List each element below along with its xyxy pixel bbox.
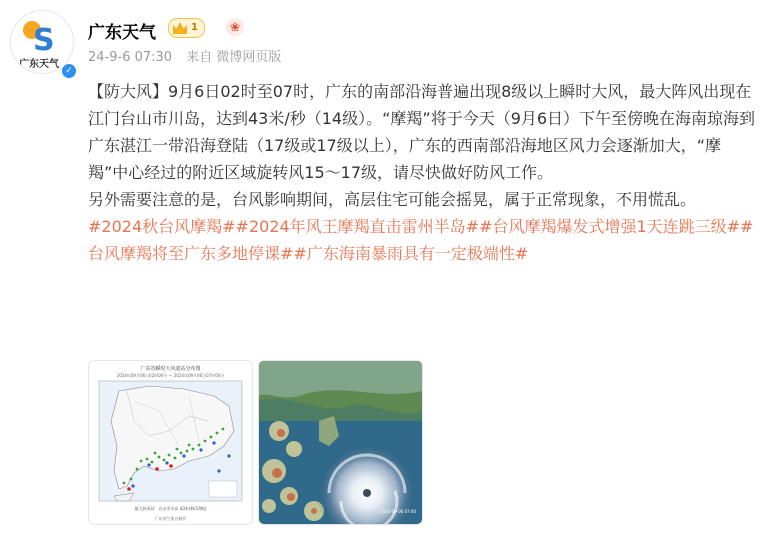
map-title: 广东省瞬时大风逐站分布图 [140, 366, 201, 372]
satellite-image[interactable] [258, 360, 423, 525]
post-content [88, 78, 758, 267]
wind-map-image[interactable] [88, 360, 253, 525]
post-topics[interactable]: #2024秋台风摩羯##2024年风王摩羯直击雷州半岛##台风摩羯爆发式增强1天连跳三级##台风摩羯将至广东多地停课##广东海南暴雨具有一定极端性# [88, 217, 754, 263]
level-badge[interactable] [168, 18, 205, 38]
level-number: 1 [191, 22, 198, 33]
post-paragraph-2: 另外需要注意的是，台风影响期间，高层住宅可能会摇晃，属于正常现象，不用慌乱。 [88, 190, 697, 209]
satellite-timestamp: 2024-09-06 07:00 [379, 509, 416, 514]
verified-icon: ✓ [60, 62, 78, 80]
post-source: 来自 微博网页版 [186, 50, 282, 65]
map-footer: 广东省气象台制作 [154, 516, 187, 521]
post-meta [88, 46, 291, 65]
avatar[interactable] [10, 10, 74, 74]
post-time[interactable]: 24-9-6 07:30 [88, 50, 173, 65]
avatar-label: 广东天气 [19, 59, 59, 70]
username[interactable]: 广东天气 [88, 23, 156, 43]
logo-s-icon: S [33, 23, 55, 58]
post-paragraph-1: 【防大风】9月6日02时至07时，广东的南部沿海普遍出现8级以上瞬时大风，最大阵风出现在江门台山市川岛，达到43米/秒（14级）。“摩羯”将于今天（9月6日）下午至傍晚在海南琼海到广东湛江一带沿海登陆（17级或17级以上），广东的西南部沿海地区风力会逐渐加大，“摩羯”中心经过的附近区域旋转风15～17级，请尽快做好防风工作。 [88, 82, 756, 182]
crown-icon [173, 22, 187, 34]
satellite-graphic [259, 361, 422, 524]
map-graphic [89, 361, 252, 524]
map-subtitle: 2024年09月06日02时00分 — 2024年09月06日07时00分 [116, 373, 225, 378]
weibo-badge-icon[interactable]: ❀ [226, 18, 244, 36]
map-legend: 最大阵风站：台山市川岛 43米/秒(14级) [134, 506, 207, 511]
